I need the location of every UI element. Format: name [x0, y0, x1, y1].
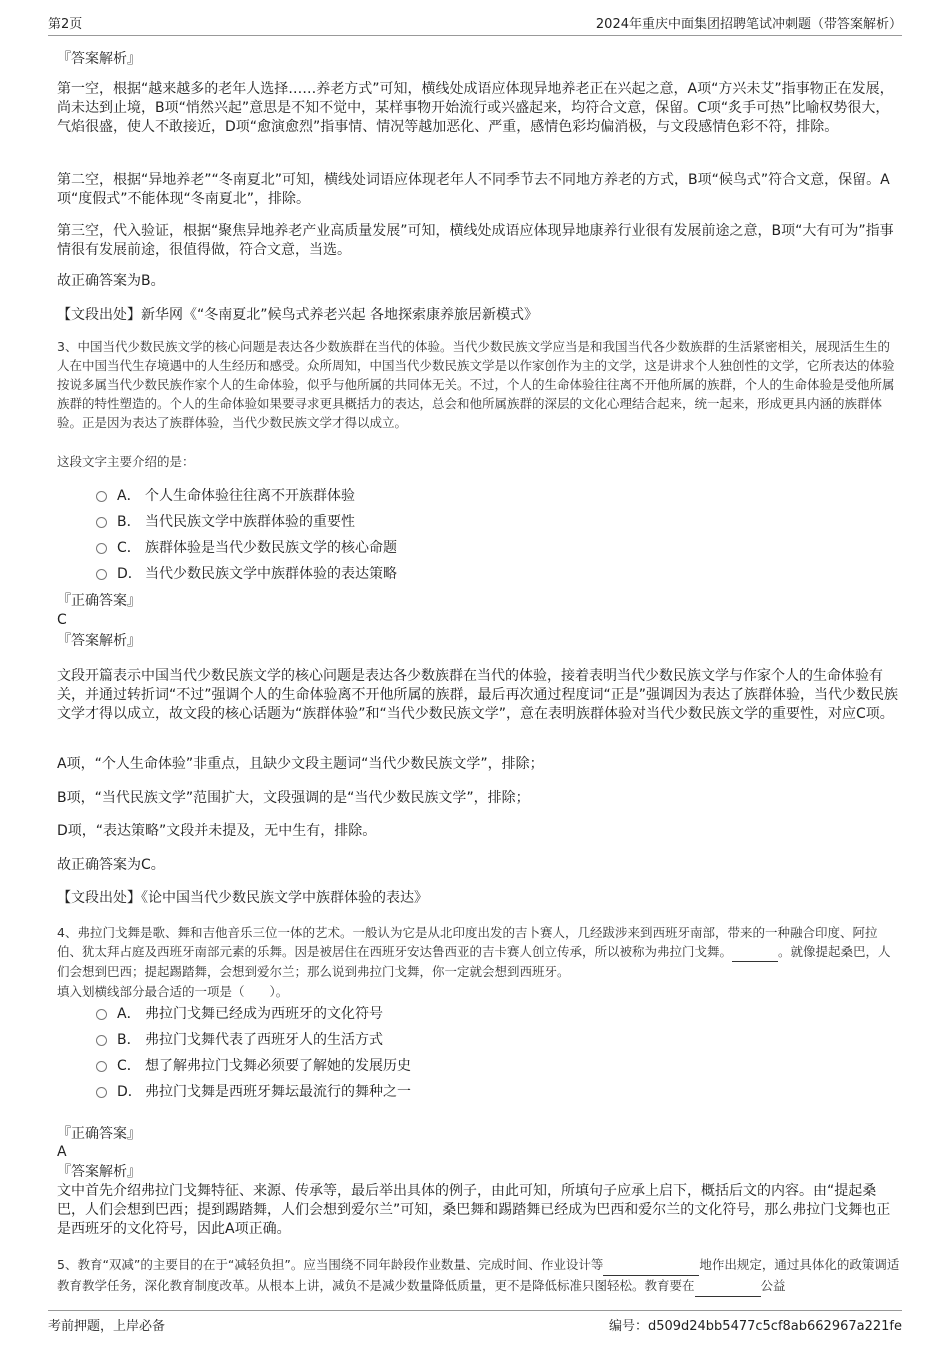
q4-option-a[interactable]: A． 弗拉门戈舞已经成为西班牙的文化符号: [96, 1004, 383, 1024]
option-text: 弗拉门戈舞已经成为西班牙的文化符号: [145, 1006, 383, 1022]
option-text: 当代少数民族文学中族群体验的表达策略: [145, 566, 397, 582]
option-text: 弗拉门戈舞是西班牙舞坛最流行的舞种之一: [145, 1084, 411, 1100]
q3-analysis-para3: B项，“当代民族文学”范围扩大，文段强调的是“当代少数民族文学”，排除；: [57, 790, 530, 806]
option-text: 当代民族文学中族群体验的重要性: [145, 514, 355, 530]
q4-stem: 4、弗拉门戈舞是歌、舞和吉他音乐三位一体的艺术。一般认为它是从北印度出发的吉卜赛人，几经跋涉来到西班牙南部，带来的一种融合印度、阿拉伯、犹太拜占庭及西班牙南部元素的乐舞。因是被居住在西班牙安达鲁西亚的吉卡赛人创立传承，所以被称为弗拉门戈舞。 。就像提起桑巴，人们会想到巴西；提起踢踏舞，会想到爱尔兰；那么说到弗拉门戈舞，你一定就会想到西班牙。: [57, 925, 891, 979]
q3-option-a[interactable]: A． 个人生命体验往往离不开族群体验: [96, 486, 355, 506]
q2-analysis-para2: 第二空，根据“异地养老”“冬南夏北”可知，横线处词语应体现老年人不同季节去不同地方养老的方式，B项“候鸟式”符合文意，保留。A项“度假式”不能体现“冬南夏北”，排除。: [57, 172, 890, 207]
q3-analysis-label: 『答案解析』: [57, 633, 141, 649]
document-title: 2024年重庆中面集团招聘笔试冲刺题（带答案解析）: [595, 17, 902, 32]
q3-source: 【文段出处】《论中国当代少数民族文学中族群体验的表达》: [57, 890, 428, 906]
q4-question: 填入划横线部分最合适的一项是（ ）。: [57, 984, 289, 999]
q3-analysis-para1: 文段开篇表示中国当代少数民族文学的核心问题是表达各少数族群在当代的体验，接着表明当代少数民族文学与作家个人的生命体验有关，并通过转折词“不过”强调个人的生命体验离不开他所属的族群，最后再次通过程度词“正是”强调因为表达了族群体验，当代少数民族文学才得以成立，故文段的核心话题为“族群体验”和“当代少数民族文学”，意在表明族群体验对当代少数民族文学的重要性，对应C项。: [57, 668, 899, 722]
q4-option-c[interactable]: C． 想了解弗拉门戈舞必须要了解她的发展历史: [96, 1056, 411, 1076]
q4-option-b[interactable]: B． 弗拉门戈舞代表了西班牙人的生活方式: [96, 1030, 383, 1050]
q2-analysis-para3: 第三空，代入验证，根据“聚焦异地养老产业高质量发展”可知，横线处成语应体现异地康养行业很有发展前途之意，B项“大有可为”指事情很有发展前途，很值得做，符合文意，当选。: [57, 223, 894, 258]
page-number: 第2页: [48, 17, 83, 32]
q3-question: 这段文字主要介绍的是：: [57, 454, 195, 469]
q3-answer-label: 『正确答案』: [57, 593, 141, 609]
q3-stem: 3、中国当代少数民族文学的核心问题是表达各少数族群在当代的体验。当代少数民族文学应当是和我国当代各少数族群的生活紧密相关，展现活生生的人在中国当代生存境遇中的人生经历和感受。众所周知，中国当代少数民族文学是以作家创作为主的文学，这是讲求个人独创性的文学，它所表达的体验按说多属当代少数民族作家个人的生命体验，似乎与他所属的共同体无关。不过，个人的生命体验往往离不开他所属的族群，个人的生命体验是受他所属族群的特性塑造的。个人的生命体验如果要寻求更具概括力的表达，总会和他所属族群的深层的文化心理结合起来，统一起来，形成更具内涵的族群体验。正是因为表达了族群体验，当代少数民族文学才得以成立。: [57, 339, 895, 430]
document-id: 编号：d509d24bb5477c5cf8ab662967a221fe: [608, 1319, 902, 1334]
radio-icon[interactable]: [96, 543, 107, 554]
page-header: [48, 8, 902, 36]
fill-blank: [732, 942, 778, 962]
option-text: 弗拉门戈舞代表了西班牙人的生活方式: [145, 1032, 383, 1048]
q3-answer: C: [57, 612, 67, 628]
q4-answer-label: 『正确答案』: [57, 1126, 141, 1142]
q4-option-d[interactable]: D． 弗拉门戈舞是西班牙舞坛最流行的舞种之一: [96, 1082, 411, 1102]
q2-analysis-label: 『答案解析』: [57, 51, 141, 67]
radio-icon[interactable]: [96, 1035, 107, 1046]
fill-blank: [695, 1276, 761, 1297]
radio-icon[interactable]: [96, 1087, 107, 1098]
q3-option-b[interactable]: B． 当代民族文学中族群体验的重要性: [96, 512, 355, 532]
radio-icon[interactable]: [96, 1061, 107, 1072]
q2-source: 【文段出处】新华网《“冬南夏北”候鸟式养老兴起 各地探索康养旅居新模式》: [57, 307, 538, 323]
q4-analysis-label: 『答案解析』: [57, 1164, 141, 1180]
radio-icon[interactable]: [96, 491, 107, 502]
q5-stem: 5、教育“双减”的主要目的在于“减轻负担”。应当围绕不同年龄段作业数量、完成时间、作业设计等 地作出规定，通过具体化的政策调适教育教学任务，深化教育制度改革。从根本上讲，减负不是减少数量降低质量，更不是降低标准只图轻松。教育要在 公益: [57, 1255, 900, 1297]
fill-blank: [603, 1255, 699, 1276]
q3-conclusion: 故正确答案为C。: [57, 857, 165, 873]
footer-slogan: 考前押题，上岸必备: [48, 1319, 166, 1334]
q4-analysis: 文中首先介绍弗拉门戈舞特征、来源、传承等，最后举出具体的例子，由此可知，所填句子应承上启下，概括后文的内容。由“提起桑巴，人们会想到巴西；提到踢踏舞，人们会想到爱尔兰”可知，桑巴舞和踢踏舞已经成为巴西和爱尔兰的文化符号，那么弗拉门戈舞也正是西班牙的文化符号，因此A项正确。: [57, 1183, 891, 1237]
radio-icon[interactable]: [96, 1009, 107, 1020]
q3-option-d[interactable]: D． 当代少数民族文学中族群体验的表达策略: [96, 564, 397, 584]
q2-analysis-para1: 第一空，根据“越来越多的老年人选择……养老方式”可知，横线处成语应体现异地养老正在兴起之意，A项“方兴未艾”指事物正在发展，尚未达到止境，B项“悄然兴起”意思是不知不觉中，某样事物开始流行或兴盛起来，均符合文意，保留。C项“炙手可热”比喻权势很大，气焰很盛，使人不敢接近，D项“愈演愈烈”指事情、情况等越加恶化、严重，感情色彩均偏消极，与文段感情色彩不符，排除。: [57, 81, 894, 135]
option-text: 族群体验是当代少数民族文学的核心命题: [145, 540, 397, 556]
q3-analysis-para4: D项，“表达策略”文段并未提及，无中生有，排除。: [57, 823, 377, 839]
q3-analysis-para2: A项，“个人生命体验”非重点，且缺少文段主题词“当代少数民族文学”，排除；: [57, 756, 544, 772]
radio-icon[interactable]: [96, 517, 107, 528]
page-footer: [48, 1310, 902, 1337]
radio-icon[interactable]: [96, 569, 107, 580]
q3-option-c[interactable]: C． 族群体验是当代少数民族文学的核心命题: [96, 538, 397, 558]
option-text: 想了解弗拉门戈舞必须要了解她的发展历史: [145, 1058, 411, 1074]
option-text: 个人生命体验往往离不开族群体验: [145, 488, 355, 504]
q2-conclusion: 故正确答案为B。: [57, 273, 165, 289]
q4-answer: A: [57, 1144, 67, 1160]
